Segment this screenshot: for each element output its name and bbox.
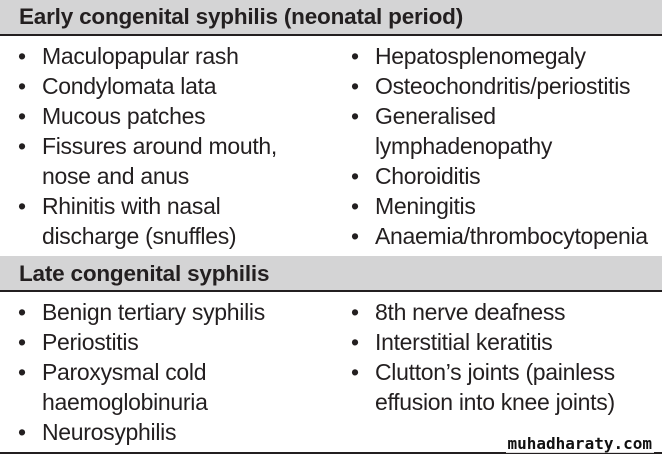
bullet-icon: • (18, 299, 26, 325)
bullet-icon: • (351, 359, 359, 385)
bullet-icon: • (351, 163, 359, 189)
bullet-icon: • (351, 299, 359, 325)
list-item: • Paroxysmal cold haemoglobinuria (18, 359, 208, 415)
late-left-list (18, 297, 328, 447)
list-item: • Benign tertiary syphilis (18, 299, 265, 325)
bullet-icon: • (18, 359, 26, 385)
list-item: • Generalised lymphadenopathy (351, 103, 553, 159)
bullet-icon: • (18, 193, 26, 219)
early-right-list (351, 41, 656, 251)
bullet-icon: • (18, 419, 26, 445)
list-item: • Anaemia/thrombocytopenia (351, 223, 648, 249)
list-item: • Choroiditis (351, 163, 481, 189)
bullet-icon: • (351, 73, 359, 99)
early-left-list (18, 41, 328, 251)
bullet-icon: • (18, 103, 26, 129)
late-right-list (351, 297, 656, 417)
bullet-icon: • (351, 329, 359, 355)
bullet-icon: • (351, 223, 359, 249)
bullet-icon: • (18, 43, 26, 69)
header-divider (0, 34, 662, 36)
list-item: • Mucous patches (18, 103, 206, 129)
header-divider (0, 290, 662, 292)
section-title-late: Late congenital syphilis (19, 261, 270, 286)
list-item: • Clutton’s joints (painless effusion into knee joints) (351, 359, 615, 415)
list-item: • Hepatosplenomegaly (351, 43, 586, 69)
bullet-icon: • (351, 43, 359, 69)
list-item: • 8th nerve deafness (351, 299, 566, 325)
list-item: • Neurosyphilis (18, 419, 177, 445)
section-title-early: Early congenital syphilis (neonatal period) (19, 4, 463, 29)
list-item: • Rhinitis with nasal discharge (snuffles) (18, 193, 237, 249)
section-header-late (0, 256, 662, 290)
list-item: • Maculopapular rash (18, 43, 239, 69)
list-item: • Fissures around mouth, nose and anus (18, 133, 278, 189)
list-item: • Interstitial keratitis (351, 329, 553, 355)
section-header-early (0, 0, 662, 34)
bullet-icon: • (18, 329, 26, 355)
list-item: • Meningitis (351, 193, 476, 219)
bullet-icon: • (351, 193, 359, 219)
bullet-icon: • (351, 103, 359, 129)
list-item: • Osteochondritis/periostitis (351, 73, 631, 99)
list-item: • Condylomata lata (18, 73, 217, 99)
bullet-icon: • (18, 73, 26, 99)
watermark: muhadharaty.com (507, 434, 652, 453)
list-item: • Periostitis (18, 329, 139, 355)
bullet-icon: • (18, 133, 26, 159)
